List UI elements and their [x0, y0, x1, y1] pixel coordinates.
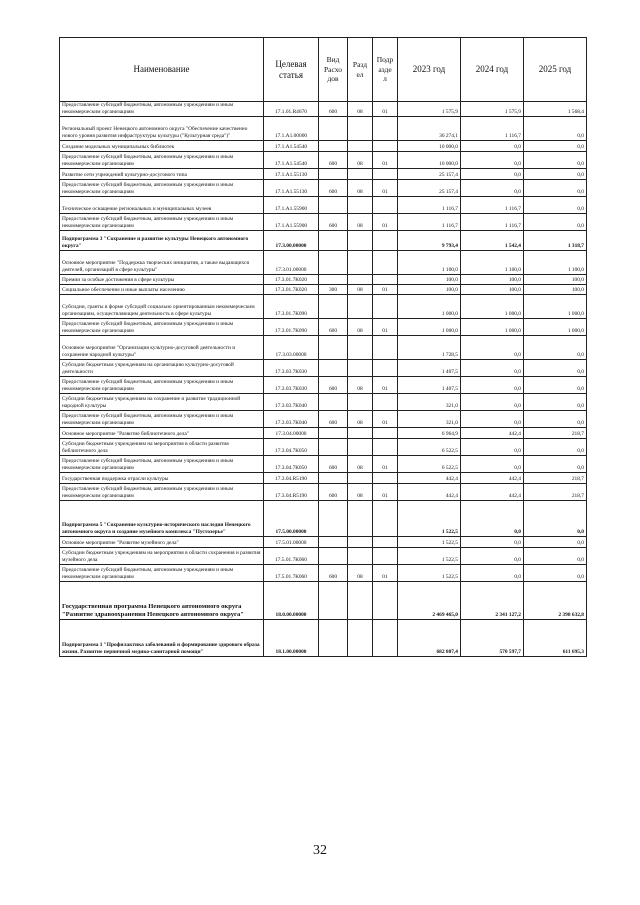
row-subsection	[373, 116, 398, 140]
row-value-2023: 1 522,5	[398, 547, 461, 564]
row-value-2023: 321,0	[398, 410, 461, 427]
row-name: Основное мероприятие "Развитие музейного дела"	[60, 536, 264, 547]
row-target-article: 17.3.03.7К040	[264, 393, 319, 410]
row-value-2025: 1 318,7	[524, 230, 587, 250]
row-section: 08	[348, 284, 373, 294]
row-name: Предоставление субсидий бюджетным, автономным учреждениям и иным некоммерческим организациям	[60, 376, 264, 393]
row-expense-type	[319, 438, 348, 455]
row-section	[348, 116, 373, 140]
row-expense-type: 600	[319, 376, 348, 393]
row-value-2024: 1 116,7	[461, 116, 524, 140]
header-section: Разд ел	[348, 38, 373, 102]
table-row	[60, 427, 587, 438]
row-value-2025: 0,0	[524, 547, 587, 564]
row-value-2023: 1 728,5	[398, 335, 461, 359]
table-row	[60, 318, 587, 335]
row-target-article: 17.1.A1.55900	[264, 196, 319, 213]
row-value-2025: 0,0	[524, 335, 587, 359]
row-value-2023: 100,0	[398, 284, 461, 294]
row-subsection	[373, 196, 398, 213]
row-expense-type: 300	[319, 284, 348, 294]
row-value-2025: 1 000,0	[524, 294, 587, 318]
row-target-article: 17.3.01.7К020	[264, 284, 319, 294]
row-value-2023: 100,0	[398, 274, 461, 284]
row-value-2023: 442,4	[398, 472, 461, 483]
row-expense-type	[319, 547, 348, 564]
row-subsection	[373, 294, 398, 318]
header-2025: 2025 год	[524, 38, 587, 102]
row-expense-type	[319, 359, 348, 376]
row-expense-type: 600	[319, 213, 348, 230]
budget-table	[59, 37, 587, 657]
row-section	[348, 335, 373, 359]
row-subsection: 01	[373, 410, 398, 427]
row-value-2025: 0,0	[524, 564, 587, 581]
row-subsection	[373, 427, 398, 438]
table-row	[60, 536, 587, 547]
row-value-2025: 1 000,0	[524, 318, 587, 335]
row-section: 08	[348, 483, 373, 500]
row-target-article: 17.3.01.7К020	[264, 274, 319, 284]
row-target-article: 17.1.A1.54540	[264, 151, 319, 168]
row-section: 08	[348, 564, 373, 581]
row-subsection	[373, 393, 398, 410]
row-value-2025: 0,0	[524, 140, 587, 151]
row-value-2024: 1 100,0	[461, 250, 524, 274]
row-section: 08	[348, 376, 373, 393]
row-subsection	[373, 472, 398, 483]
row-value-2025: 0,0	[524, 438, 587, 455]
row-value-2024: 1 542,4	[461, 230, 524, 250]
row-expense-type	[319, 116, 348, 140]
row-expense-type	[319, 472, 348, 483]
row-value-2024: 0,0	[461, 455, 524, 472]
row-expense-type	[319, 427, 348, 438]
row-name: Премии за особые достижения в сфере культуры	[60, 274, 264, 284]
row-section	[348, 168, 373, 179]
row-name: Субсидии бюджетным учреждениям на мероприятия в области развития библиотечного дела	[60, 438, 264, 455]
header-target-article: Целевая статья	[264, 38, 319, 102]
row-name: Подпрограмма 5 "Сохранение культурно-исторического наследия Ненецкого автономного округа и создание музейного комплекса "Пустозерье"	[60, 500, 264, 536]
row-section	[348, 230, 373, 250]
table-row	[60, 438, 587, 455]
row-value-2024: 0,0	[461, 500, 524, 536]
row-target-article: 17.3.01.00000	[264, 250, 319, 274]
header-name: Наименование	[60, 38, 264, 102]
table-row	[60, 284, 587, 294]
row-target-article: 17.3.01.7К090	[264, 318, 319, 335]
row-target-article: 17.1.A1.55130	[264, 179, 319, 196]
row-section	[348, 500, 373, 536]
row-name: Предоставление субсидий бюджетным, автономным учреждениям и иным некоммерческим организациям	[60, 410, 264, 427]
row-expense-type: 600	[319, 179, 348, 196]
table-row	[60, 274, 587, 284]
table-row	[60, 140, 587, 151]
table-row	[60, 410, 587, 427]
row-value-2023: 1 522,5	[398, 564, 461, 581]
row-subsection: 01	[373, 284, 398, 294]
header-2024: 2024 год	[461, 38, 524, 102]
row-value-2023: 2 469 465,0	[398, 581, 461, 619]
row-name: Основное мероприятие "Организация культурно-досуговой деятельности и сохранение народной культуры"	[60, 335, 264, 359]
row-value-2023: 36 274,1	[398, 116, 461, 140]
table-row	[60, 547, 587, 564]
row-subsection	[373, 500, 398, 536]
row-value-2024: 0,0	[461, 564, 524, 581]
table-row	[60, 564, 587, 581]
row-target-article: 17.5.01.7К060	[264, 564, 319, 581]
table-row	[60, 500, 587, 536]
row-target-article: 17.5.00.00000	[264, 500, 319, 536]
row-value-2025: 0,0	[524, 213, 587, 230]
row-expense-type	[319, 140, 348, 151]
table-row	[60, 250, 587, 274]
row-target-article: 17.3.03.00000	[264, 335, 319, 359]
row-value-2024: 0,0	[461, 547, 524, 564]
row-value-2023: 10 000,0	[398, 140, 461, 151]
row-expense-type	[319, 294, 348, 318]
row-section	[348, 250, 373, 274]
row-target-article: 17.3.03.7К040	[264, 410, 319, 427]
table-row	[60, 455, 587, 472]
row-section	[348, 427, 373, 438]
row-target-article: 18.1.00.00000	[264, 619, 319, 656]
row-value-2023: 1 522,5	[398, 500, 461, 536]
row-value-2023: 6 964,9	[398, 427, 461, 438]
row-target-article: 17.5.01.00000	[264, 536, 319, 547]
row-value-2025: 0,0	[524, 393, 587, 410]
row-value-2024: 442,4	[461, 483, 524, 500]
row-name: Государственная программа Ненецкого автономного округа "Развитие здравоохранения Ненецкого автономного округа"	[60, 581, 264, 619]
table-row	[60, 472, 587, 483]
row-value-2023: 1 000,0	[398, 318, 461, 335]
row-value-2023: 25 157,4	[398, 179, 461, 196]
row-expense-type: 600	[319, 318, 348, 335]
table-row	[60, 196, 587, 213]
row-name: Подпрограмма 1 "Профилактика заболеваний и формирование здорового образа жизни. Развитие первичной медико-санитарной помощи"	[60, 619, 264, 656]
row-section	[348, 438, 373, 455]
row-subsection	[373, 619, 398, 656]
row-name: Развитие сети учреждений культурно-досугового типа	[60, 168, 264, 179]
row-section	[348, 581, 373, 619]
header-subsection: Подр азде л	[373, 38, 398, 102]
row-value-2023: 1 100,0	[398, 250, 461, 274]
row-expense-type	[319, 581, 348, 619]
row-value-2025: 0,0	[524, 151, 587, 168]
row-name: Субсидии бюджетным учреждениям на сохранение и развитие традиционной народной культуры	[60, 393, 264, 410]
row-value-2024: 2 341 127,2	[461, 581, 524, 619]
row-section	[348, 196, 373, 213]
row-subsection	[373, 359, 398, 376]
row-subsection: 01	[373, 564, 398, 581]
row-subsection	[373, 250, 398, 274]
row-subsection	[373, 547, 398, 564]
row-value-2025: 1 568,4	[524, 102, 587, 117]
row-subsection: 01	[373, 455, 398, 472]
row-section: 08	[348, 102, 373, 117]
table-row	[60, 581, 587, 619]
row-name: Предоставление субсидий бюджетным, автономным учреждениям и иным некоммерческим организациям	[60, 213, 264, 230]
row-value-2025: 1 100,0	[524, 250, 587, 274]
row-section	[348, 393, 373, 410]
row-value-2023: 25 157,4	[398, 168, 461, 179]
row-name: Основное мероприятие "Поддержка творческих инициатив, а также выдающихся деятелей, организаций в сфере культуры"	[60, 250, 264, 274]
table-row	[60, 335, 587, 359]
table-row	[60, 116, 587, 140]
row-target-article: 17.1.A1.00000	[264, 116, 319, 140]
row-value-2025: 218,7	[524, 427, 587, 438]
row-target-article: 17.3.01.7К090	[264, 294, 319, 318]
row-value-2024: 100,0	[461, 284, 524, 294]
row-subsection	[373, 274, 398, 284]
row-value-2024: 0,0	[461, 536, 524, 547]
row-expense-type	[319, 230, 348, 250]
table-row	[60, 151, 587, 168]
row-value-2023: 682 807,4	[398, 619, 461, 656]
row-target-article: 17.3.03.7К030	[264, 359, 319, 376]
row-value-2023: 1 575,9	[398, 102, 461, 117]
row-value-2024: 0,0	[461, 376, 524, 393]
row-value-2023: 1 116,7	[398, 196, 461, 213]
table-row	[60, 393, 587, 410]
row-value-2024: 0,0	[461, 335, 524, 359]
row-target-article: 17.3.04.7К050	[264, 438, 319, 455]
row-value-2025: 0,0	[524, 455, 587, 472]
row-value-2024: 1 000,0	[461, 318, 524, 335]
row-expense-type	[319, 168, 348, 179]
row-value-2025: 611 695,3	[524, 619, 587, 656]
row-value-2024: 1 116,7	[461, 196, 524, 213]
table-row	[60, 483, 587, 500]
row-value-2025: 0,0	[524, 168, 587, 179]
row-value-2025: 0,0	[524, 196, 587, 213]
row-expense-type: 600	[319, 151, 348, 168]
row-value-2023: 10 000,0	[398, 151, 461, 168]
row-subsection: 01	[373, 213, 398, 230]
row-expense-type	[319, 500, 348, 536]
row-value-2024: 0,0	[461, 410, 524, 427]
row-target-article: 17.1.A1.55900	[264, 213, 319, 230]
table-row	[60, 102, 587, 117]
row-section: 08	[348, 455, 373, 472]
table-row	[60, 359, 587, 376]
row-target-article: 17.1.A1.55130	[264, 168, 319, 179]
row-name: Предоставление субсидий бюджетным, автономным учреждениям и иным некоммерческим организациям	[60, 483, 264, 500]
row-value-2023: 1 000,0	[398, 294, 461, 318]
row-value-2024: 0,0	[461, 140, 524, 151]
row-value-2023: 1 522,5	[398, 536, 461, 547]
row-target-article: 17.3.03.7К030	[264, 376, 319, 393]
table-header-row	[60, 38, 587, 102]
row-name: Предоставление субсидий бюджетным, автономным учреждениям и иным некоммерческим организациям	[60, 564, 264, 581]
page-number: 32	[313, 843, 327, 858]
row-value-2024: 0,0	[461, 438, 524, 455]
row-value-2025: 218,7	[524, 472, 587, 483]
row-value-2024: 1 116,7	[461, 213, 524, 230]
row-value-2025: 0,0	[524, 500, 587, 536]
row-value-2023: 321,0	[398, 393, 461, 410]
row-value-2024: 1 575,9	[461, 102, 524, 117]
row-target-article: 17.3.04.R5190	[264, 483, 319, 500]
row-value-2025: 0,0	[524, 179, 587, 196]
row-target-article: 17.3.00.00000	[264, 230, 319, 250]
row-name: Предоставление субсидий бюджетным, автономным учреждениям и иным некоммерческим организациям	[60, 102, 264, 117]
row-expense-type: 600	[319, 564, 348, 581]
row-expense-type	[319, 250, 348, 274]
row-name: Региональный проект Ненецкого автономного округа "Обеспечение качественно нового уровня развития инфраструктуры культуры ("Культурная среда")"	[60, 116, 264, 140]
row-value-2024: 442,4	[461, 472, 524, 483]
row-value-2025: 0,0	[524, 376, 587, 393]
header-expense-type: Вид Расхо дов	[319, 38, 348, 102]
row-value-2024: 0,0	[461, 179, 524, 196]
row-value-2024: 0,0	[461, 168, 524, 179]
row-name: Подпрограмма 3 "Сохранение и развитие культуры Ненецкого автономного округа"	[60, 230, 264, 250]
row-value-2024: 570 597,7	[461, 619, 524, 656]
row-value-2024: 0,0	[461, 151, 524, 168]
table-row	[60, 179, 587, 196]
row-expense-type	[319, 196, 348, 213]
row-section: 08	[348, 318, 373, 335]
row-subsection: 01	[373, 179, 398, 196]
row-section	[348, 536, 373, 547]
row-subsection: 01	[373, 318, 398, 335]
row-section: 08	[348, 213, 373, 230]
row-section	[348, 472, 373, 483]
row-section	[348, 547, 373, 564]
row-value-2023: 1 116,7	[398, 213, 461, 230]
row-subsection	[373, 438, 398, 455]
row-expense-type	[319, 536, 348, 547]
row-subsection: 01	[373, 376, 398, 393]
row-section	[348, 274, 373, 284]
row-expense-type: 600	[319, 102, 348, 117]
row-section: 08	[348, 151, 373, 168]
row-name: Основное мероприятие "Развитие библиотечного дела"	[60, 427, 264, 438]
row-value-2025: 0,0	[524, 359, 587, 376]
row-value-2025: 0,0	[524, 116, 587, 140]
row-subsection	[373, 335, 398, 359]
row-subsection	[373, 140, 398, 151]
row-expense-type	[319, 619, 348, 656]
row-value-2024: 0,0	[461, 393, 524, 410]
row-subsection: 01	[373, 151, 398, 168]
row-subsection	[373, 230, 398, 250]
row-target-article: 17.3.04.7К050	[264, 455, 319, 472]
row-name: Техническое оснащение региональных и муниципальных музеев	[60, 196, 264, 213]
row-value-2025: 218,7	[524, 483, 587, 500]
row-value-2024: 100,0	[461, 274, 524, 284]
row-name: Субсидии бюджетным учреждениям на мероприятия в области сохранения и развития музейного дела	[60, 547, 264, 564]
row-subsection	[373, 536, 398, 547]
row-subsection	[373, 581, 398, 619]
row-subsection: 01	[373, 102, 398, 117]
row-subsection: 01	[373, 483, 398, 500]
row-expense-type	[319, 274, 348, 284]
row-name: Предоставление субсидий бюджетным, автономным учреждениям и иным некоммерческим организациям	[60, 318, 264, 335]
row-value-2023: 442,4	[398, 483, 461, 500]
row-expense-type: 600	[319, 483, 348, 500]
row-value-2025: 0,0	[524, 536, 587, 547]
row-value-2024: 0,0	[461, 359, 524, 376]
header-2023: 2023 год	[398, 38, 461, 102]
row-target-article: 17.5.01.7К060	[264, 547, 319, 564]
row-target-article: 17.3.04.R5190	[264, 472, 319, 483]
row-section	[348, 619, 373, 656]
row-value-2025: 100,0	[524, 274, 587, 284]
row-value-2023: 6 522,5	[398, 455, 461, 472]
row-section: 08	[348, 410, 373, 427]
row-target-article: 17.3.04.00000	[264, 427, 319, 438]
row-section: 08	[348, 179, 373, 196]
row-value-2025: 0,0	[524, 410, 587, 427]
row-name: Субсидии бюджетным учреждениям на организацию культурно-досуговой деятельности	[60, 359, 264, 376]
row-name: Предоставление субсидий бюджетным, автономным учреждениям и иным некоммерческим организациям	[60, 455, 264, 472]
table-row	[60, 213, 587, 230]
table-row	[60, 619, 587, 656]
row-value-2023: 1 407,5	[398, 376, 461, 393]
table-row	[60, 230, 587, 250]
row-name: Предоставление субсидий бюджетным, автономным учреждениям и иным некоммерческим организациям	[60, 179, 264, 196]
row-section	[348, 140, 373, 151]
row-target-article: 17.1.01.R4670	[264, 102, 319, 117]
row-value-2025: 100,0	[524, 284, 587, 294]
table-row	[60, 168, 587, 179]
row-value-2023: 1 407,5	[398, 359, 461, 376]
row-name: Социальное обеспечение и иные выплаты населению	[60, 284, 264, 294]
row-value-2025: 2 398 632,8	[524, 581, 587, 619]
row-value-2024: 1 000,0	[461, 294, 524, 318]
row-subsection	[373, 168, 398, 179]
row-value-2023: 6 522,5	[398, 438, 461, 455]
table-row	[60, 294, 587, 318]
row-target-article: 17.1.A1.54540	[264, 140, 319, 151]
row-name: Государственная поддержка отрасли культуры	[60, 472, 264, 483]
row-expense-type	[319, 335, 348, 359]
row-expense-type: 600	[319, 410, 348, 427]
row-expense-type	[319, 393, 348, 410]
row-name: Создание модельных муниципальных библиотек	[60, 140, 264, 151]
row-value-2024: 442,4	[461, 427, 524, 438]
row-name: Субсидии, гранты в форме субсидий социально ориентированным некоммерческим организациям, осуществляющим деятельность в сфере культуры	[60, 294, 264, 318]
row-value-2023: 9 793,4	[398, 230, 461, 250]
row-name: Предоставление субсидий бюджетным, автономным учреждениям и иным некоммерческим организациям	[60, 151, 264, 168]
table-row	[60, 376, 587, 393]
row-section	[348, 294, 373, 318]
row-target-article: 18.0.00.00000	[264, 581, 319, 619]
row-expense-type: 600	[319, 455, 348, 472]
row-section	[348, 359, 373, 376]
